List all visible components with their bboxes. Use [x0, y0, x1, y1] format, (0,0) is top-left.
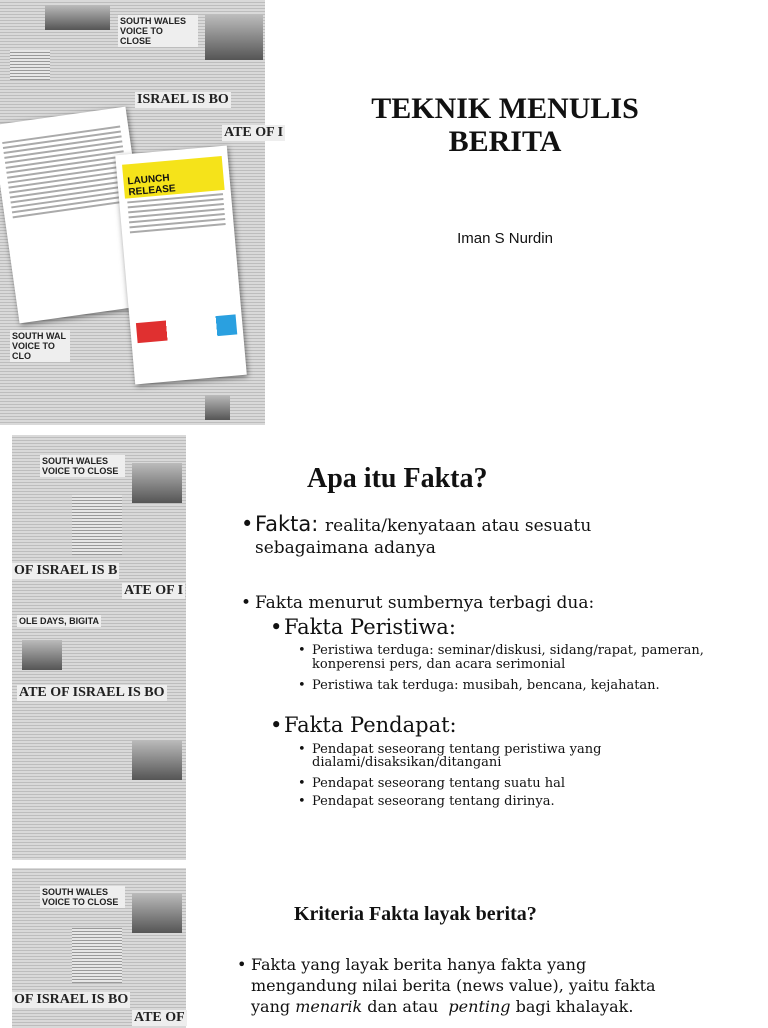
collage-headline: SOUTH WALES VOICE TO CLOSE: [118, 15, 198, 47]
list-item: • Pendapat seseorang tentang dirinya.: [312, 794, 555, 809]
collage-headline: ATE OF ISRAEL IS BO: [19, 685, 165, 700]
text: bagi khalayak.: [510, 997, 634, 1016]
slide-title: Kriteria Fakta layak berita?: [294, 903, 537, 925]
collage-headline: ATE OF I: [224, 125, 284, 140]
newspaper-collage-image: [12, 435, 186, 860]
collage-headline: ISRAEL IS BO: [137, 92, 229, 107]
collage-headline: SOUTH WAL VOICE TO CLO: [10, 330, 70, 362]
list-item: • Pendapat seseorang tentang suatu hal: [312, 776, 565, 791]
collage-headline: SOUTH WALES VOICE TO CLOSE: [40, 886, 125, 908]
text: dan atau: [362, 997, 449, 1016]
definition-cont: sebagaimana adanya: [255, 538, 436, 558]
title-line: TEKNIK MENULIS: [371, 92, 639, 125]
newspaper-collage-image: [0, 0, 284, 425]
list-item: • Pendapat seseorang tentang peristiwa yang: [312, 742, 601, 757]
text-line: • Fakta yang layak berita hanya fakta yang: [251, 955, 587, 974]
collage-headline: OLE DAYS, BIGITA: [19, 616, 100, 626]
list-item: • Peristiwa terduga: seminar/diskusi, sidang/rapat, pameran,: [312, 643, 704, 658]
heading-fakta-peristiwa: • Fakta Peristiwa:: [284, 615, 456, 639]
term: Fakta:: [255, 512, 319, 536]
text-line: mengandung nilai berita (news value), yaitu fakta: [251, 976, 656, 995]
text-line: [251, 996, 656, 1017]
list-item-cont: dialami/disaksikan/ditangani: [312, 755, 502, 770]
newspaper-collage-image: [12, 868, 186, 1028]
collage-headline: ATE OF: [134, 1010, 185, 1025]
emphasis: menarik: [295, 997, 363, 1016]
author-name: Iman S Nurdin: [457, 230, 553, 247]
card-label: LAUNCH RELEASE: [122, 156, 225, 199]
launch-release-card: [115, 146, 247, 385]
bullet-sumber: • Fakta menurut sumbernya terbagi dua:: [255, 593, 594, 613]
list-item-cont: konperensi pers, dan acara serimonial: [312, 657, 566, 672]
heading-fakta-pendapat: • Fakta Pendapat:: [284, 713, 457, 737]
slide-title: Apa itu Fakta?: [307, 463, 488, 494]
collage-headline: ATE OF I: [124, 583, 184, 598]
text: yang: [251, 997, 296, 1016]
collage-headline: OF ISRAEL IS B: [14, 563, 118, 578]
collage-headline: SOUTH WALES VOICE TO CLOSE: [40, 455, 125, 477]
title-line: BERITA: [448, 125, 562, 158]
emphasis: penting: [448, 997, 511, 1016]
definition: realita/kenyataan atau sesuatu: [325, 516, 592, 536]
bullet-fakta: [255, 512, 591, 536]
list-item: • Peristiwa tak terduga: musibah, bencana, kejahatan.: [312, 678, 660, 693]
bullet-kriteria: [251, 954, 656, 1017]
slide-title: [330, 92, 680, 158]
collage-headline: OF ISRAEL IS BO: [14, 992, 129, 1007]
